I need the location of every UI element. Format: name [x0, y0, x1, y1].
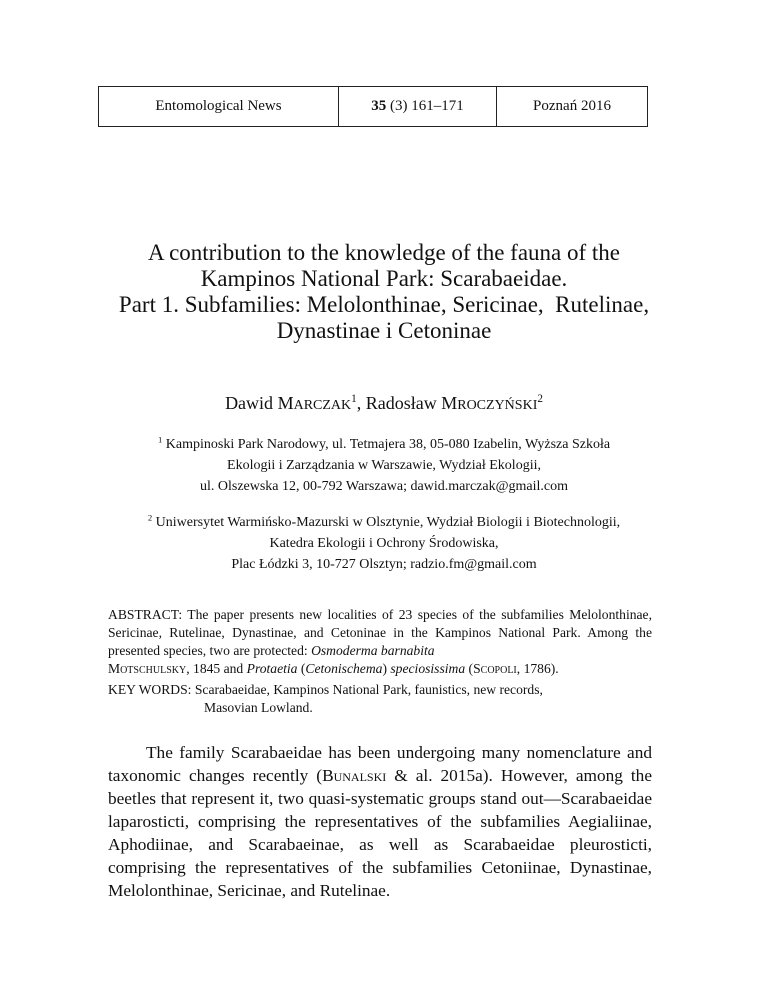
- title-line-4: Dynastinae i Cetoninae: [276, 318, 492, 343]
- aff2-num: 2: [147, 512, 153, 523]
- affiliation-2: [108, 512, 660, 575]
- aff1-line-2: Ekologii i Zarządzania w Warszawie, Wydział Ekologii,: [227, 458, 541, 473]
- key-words: [108, 681, 652, 717]
- aff2-line-2: Katedra Ekologii i Ochrony Środowiska,: [269, 536, 499, 551]
- author-1-sup: 1: [351, 393, 357, 405]
- abstract-paren-2: ): [382, 661, 391, 676]
- aff2-line-1-text: Uniwersytet Warmińsko-Mazurski w Olsztynie, Wydział Biologii i Biotechnologii,: [152, 515, 621, 530]
- author-2-sup: 2: [537, 393, 543, 405]
- abstract-paren-3: (: [465, 661, 474, 676]
- author-1-last-rest: ARCZAK: [293, 398, 352, 413]
- abstract-author-1: Motschulsky: [108, 661, 187, 676]
- aff2-line-3: Plac Łódzki 3, 10-727 Olsztyn; radzio.fm@gmail.com: [231, 557, 537, 572]
- issue-pages: (3) 161–171: [386, 98, 464, 114]
- aff1-line-3: ul. Olszewska 12, 00-792 Warszawa; dawid.marczak@gmail.com: [199, 479, 568, 494]
- abstract: [108, 606, 652, 678]
- author-separator: ,: [356, 393, 366, 413]
- journal-header-table: [98, 86, 648, 127]
- journal-name: Entomological News: [99, 87, 339, 126]
- author-1-last-initial: M: [277, 393, 294, 413]
- abstract-species-2-subgenus: Cetonischema: [305, 661, 383, 676]
- paper-title: [60, 240, 708, 344]
- abstract-author-2: Scopoli: [473, 661, 517, 676]
- body-paragraph: [108, 741, 652, 902]
- body-cite-author: Bunalski: [322, 766, 387, 785]
- abstract-species-1: Osmoderma barnabita: [311, 643, 435, 658]
- author-2-last-rest: ROCZYŃSKI: [457, 398, 538, 413]
- author-1-first: Dawid: [225, 393, 278, 413]
- aff2-line-1: [108, 512, 660, 533]
- abstract-paren-1: (: [297, 661, 306, 676]
- title-line-1: A contribution to the knowledge of the fauna of the: [147, 240, 621, 265]
- keywords-line-2: Masovian Lowland.: [204, 700, 313, 715]
- affiliation-1: [108, 434, 660, 497]
- abstract-species-2-genus: Protaetia: [246, 661, 298, 676]
- aff1-num: 1: [157, 434, 163, 445]
- abstract-year-2: , 1786).: [516, 661, 559, 676]
- abstract-text: ABSTRACT: The paper presents new localities of 23 species of the subfamilies Melolonthinae, Sericinae, Rutelinae, Dynastinae, and Cetoninae in the Kampinos National Park. Among the presented species, two are protected:: [108, 607, 652, 658]
- place-year: Poznań 2016: [533, 98, 611, 114]
- author-list: [0, 393, 768, 414]
- abstract-species-2-epithet: speciosissima: [390, 661, 466, 676]
- volume-issue-pages: [339, 87, 497, 126]
- abstract-year-1: , 1845 and: [186, 661, 247, 676]
- aff1-line-1: [108, 434, 660, 455]
- aff1-line-1-text: Kampinoski Park Narodowy, ul. Tetmajera 38, 05-080 Izabelin, Wyższa Szkoła: [162, 437, 611, 452]
- title-line-3: Part 1. Subfamilies: Melolonthinae, Sericinae, Rutelinae,: [118, 292, 650, 317]
- author-2-last-initial: M: [441, 393, 458, 413]
- volume-number: 35: [371, 98, 387, 114]
- keywords-line-1: KEY WORDS: Scarabaeidae, Kampinos National Park, faunistics, new records,: [108, 682, 543, 697]
- body-text-2: & al. 2015a). However, among the beetles that represent it, two quasi-systematic groups stand out—Scarabaeidae laparosticti, comprising the representatives of the subfamilies Aegialiinae, Aphodiinae, and Scarabaeinae, as well as Scarabaeidae pleurosticti, comprising the representatives of the subfamilies Cetoniinae, Dynastinae, Melolonthinae, Sericinae, and Rutelinae.: [108, 766, 652, 900]
- title-line-2: Kampinos National Park: Scarabaeidae.: [200, 266, 568, 291]
- author-2-first: Radosław: [365, 393, 442, 413]
- body-text-1: The family Scarabaeidae has been undergoing many nomenclature and taxonomic changes recently (: [108, 743, 652, 785]
